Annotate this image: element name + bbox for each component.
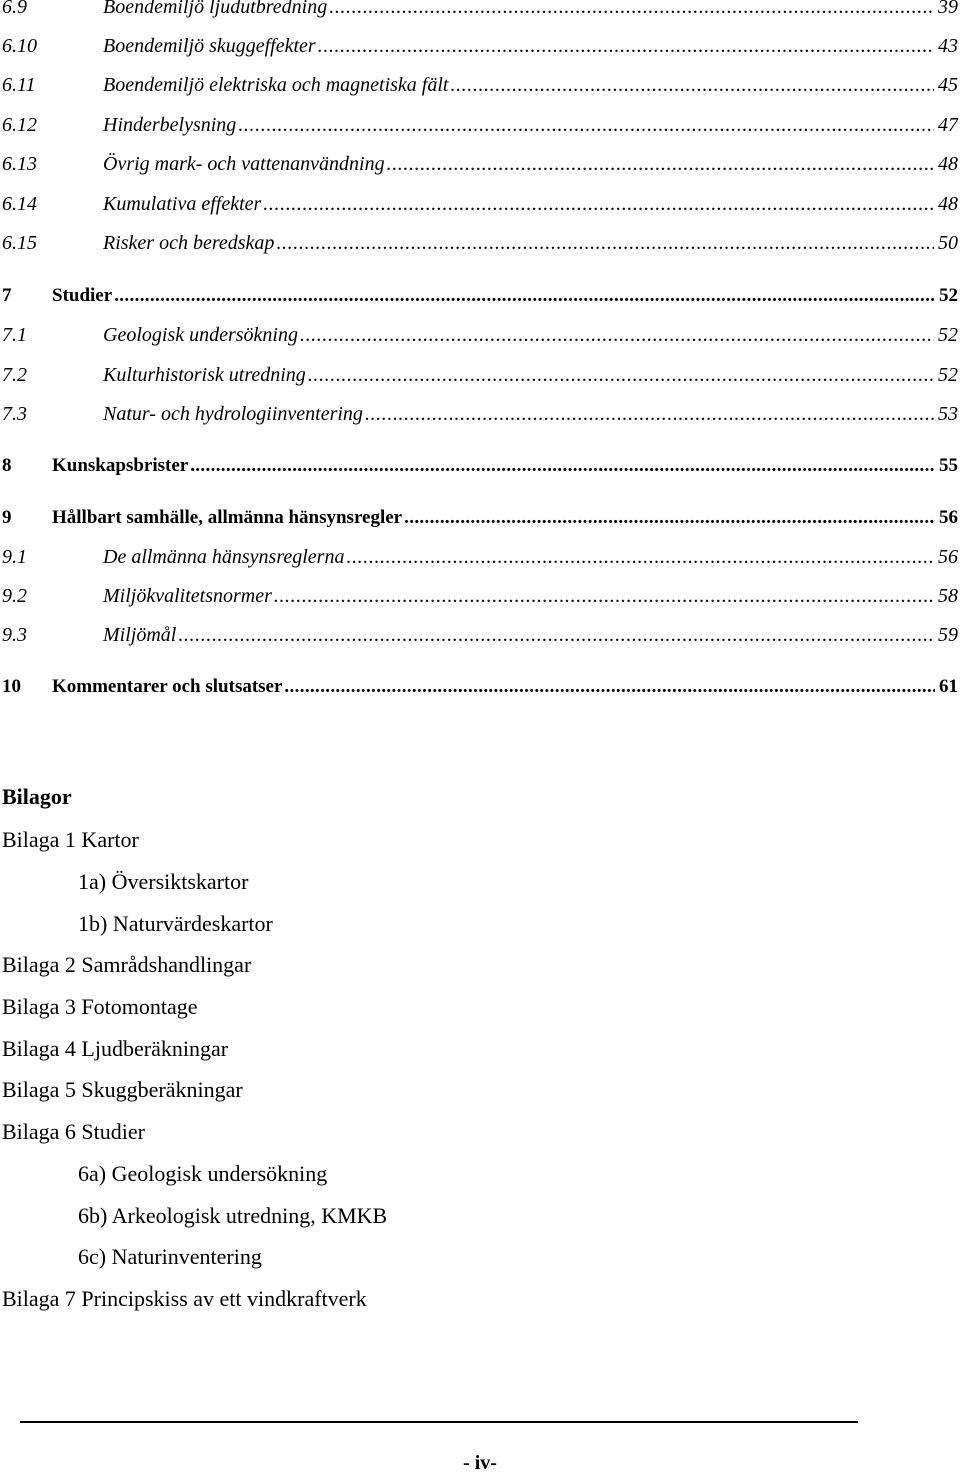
toc-page-number: 45 — [938, 74, 958, 96]
toc-entry[interactable] — [0, 114, 958, 142]
toc-dot-leader — [308, 364, 934, 387]
toc-title: Kommentarer och slutsatser — [52, 676, 283, 697]
attachment-item: Bilaga 1 Kartor — [2, 827, 139, 852]
toc-dot-leader — [450, 74, 934, 97]
toc-entry[interactable] — [0, 285, 958, 313]
toc-dot-leader — [114, 285, 935, 307]
toc-number: 7 — [2, 285, 12, 306]
footer-divider — [20, 1421, 858, 1423]
toc-title: Miljökvalitetsnormer — [103, 585, 272, 607]
toc-entry[interactable] — [0, 403, 958, 431]
toc-entry[interactable] — [0, 0, 958, 24]
attachment-subitem: 1a) Översiktskartor — [78, 869, 249, 894]
attachment-item: Bilaga 5 Skuggberäkningar — [2, 1077, 243, 1102]
toc-title: Kumulativa effekter — [103, 193, 262, 215]
toc-title: Boendemiljö ljudutbredning — [103, 0, 328, 18]
toc-entry[interactable] — [0, 74, 958, 102]
toc-number: 6.14 — [2, 193, 37, 215]
toc-page-number: 59 — [938, 624, 958, 646]
toc-title: Kulturhistorisk utredning — [103, 364, 306, 386]
toc-title: Risker och beredskap — [103, 232, 275, 254]
toc-number: 6.13 — [2, 153, 37, 175]
toc-page-number: 56 — [938, 546, 958, 568]
toc-number: 8 — [2, 455, 12, 476]
toc-dot-leader — [190, 455, 935, 477]
toc-page-number: 61 — [939, 676, 958, 697]
toc-page-number: 53 — [938, 403, 958, 425]
toc-title: Övrig mark- och vattenanvändning — [103, 153, 385, 175]
toc-page-number: 50 — [938, 232, 958, 254]
toc-entry[interactable] — [0, 585, 958, 613]
toc-entry[interactable] — [0, 546, 958, 574]
attachment-subitem: 1b) Naturvärdeskartor — [78, 911, 273, 936]
toc-entry[interactable] — [0, 193, 958, 221]
toc-page-number: 48 — [938, 153, 958, 175]
toc-page-number: 39 — [938, 0, 958, 18]
toc-title: Miljömål — [103, 624, 177, 646]
toc-entry[interactable] — [0, 153, 958, 181]
toc-number: 6.11 — [2, 74, 36, 96]
toc-number: 9.3 — [2, 624, 27, 646]
toc-title: Geologisk undersökning — [103, 324, 298, 346]
toc-title: Hållbart samhälle, allmänna hänsynsregler — [52, 507, 403, 528]
toc-dot-leader — [387, 153, 934, 176]
attachment-item: Bilaga 7 Principskiss av ett vindkraftverk — [2, 1286, 367, 1311]
toc-number: 7.2 — [2, 364, 27, 386]
toc-title: Boendemiljö elektriska och magnetiska fält — [103, 74, 449, 96]
toc-dot-leader — [178, 624, 934, 647]
attachment-subitem: 6c) Naturinventering — [78, 1244, 262, 1269]
toc-number: 6.9 — [2, 0, 27, 18]
toc-dot-leader — [404, 507, 935, 529]
toc-number: 9 — [2, 507, 12, 528]
attachment-item: Bilaga 3 Fotomontage — [2, 994, 198, 1019]
toc-dot-leader — [263, 193, 934, 216]
toc-page-number: 56 — [939, 507, 958, 528]
attachments-heading: Bilagor — [2, 784, 72, 809]
toc-number: 6.10 — [2, 35, 37, 57]
toc-number: 7.1 — [2, 324, 27, 346]
toc-entry[interactable] — [0, 364, 958, 392]
toc-number: 10 — [2, 676, 21, 697]
toc-page-number: 47 — [938, 114, 958, 136]
toc-dot-leader — [365, 403, 934, 426]
toc-entry[interactable] — [0, 624, 958, 652]
toc-number: 7.3 — [2, 403, 27, 425]
toc-dot-leader — [238, 114, 934, 137]
attachment-subitem: 6a) Geologisk undersökning — [78, 1161, 328, 1186]
toc-number: 9.2 — [2, 585, 27, 607]
toc-number: 6.12 — [2, 114, 37, 136]
toc-dot-leader — [276, 232, 934, 255]
toc-title: Hinderbelysning — [103, 114, 237, 136]
toc-dot-leader — [318, 35, 934, 58]
toc-page-number: 52 — [938, 364, 958, 386]
toc-entry[interactable] — [0, 232, 958, 260]
toc-entry[interactable] — [0, 507, 958, 535]
toc-page-number: 43 — [938, 35, 958, 57]
toc-page-number: 52 — [938, 324, 958, 346]
toc-title: Natur- och hydrologiinventering — [103, 403, 363, 425]
toc-title: Boendemiljö skuggeffekter — [103, 35, 316, 57]
attachment-subitem: 6b) Arkeologisk utredning, KMKB — [78, 1203, 388, 1228]
attachment-item: Bilaga 6 Studier — [2, 1119, 145, 1144]
toc-entry[interactable] — [0, 455, 958, 483]
toc-entry[interactable] — [0, 324, 958, 352]
toc-page-number: 55 — [939, 455, 958, 476]
toc-dot-leader — [274, 585, 934, 608]
toc-dot-leader — [300, 324, 934, 347]
page-number: - iv- — [463, 1452, 497, 1474]
toc-entry[interactable] — [0, 35, 958, 63]
toc-page-number: 58 — [938, 585, 958, 607]
toc-title: Studier — [52, 285, 113, 306]
toc-dot-leader — [346, 546, 934, 569]
toc-dot-leader — [329, 0, 934, 19]
toc-entry[interactable] — [0, 676, 958, 704]
toc-title: Kunskapsbrister — [52, 455, 189, 476]
toc-number: 9.1 — [2, 546, 27, 568]
toc-dot-leader — [284, 676, 935, 698]
toc-page-number: 48 — [938, 193, 958, 215]
toc-title: De allmänna hänsynsreglerna — [103, 546, 345, 568]
attachment-item: Bilaga 4 Ljudberäkningar — [2, 1036, 229, 1061]
toc-number: 6.15 — [2, 232, 37, 254]
toc-page-number: 52 — [939, 285, 958, 306]
attachment-item: Bilaga 2 Samrådshandlingar — [2, 952, 252, 977]
